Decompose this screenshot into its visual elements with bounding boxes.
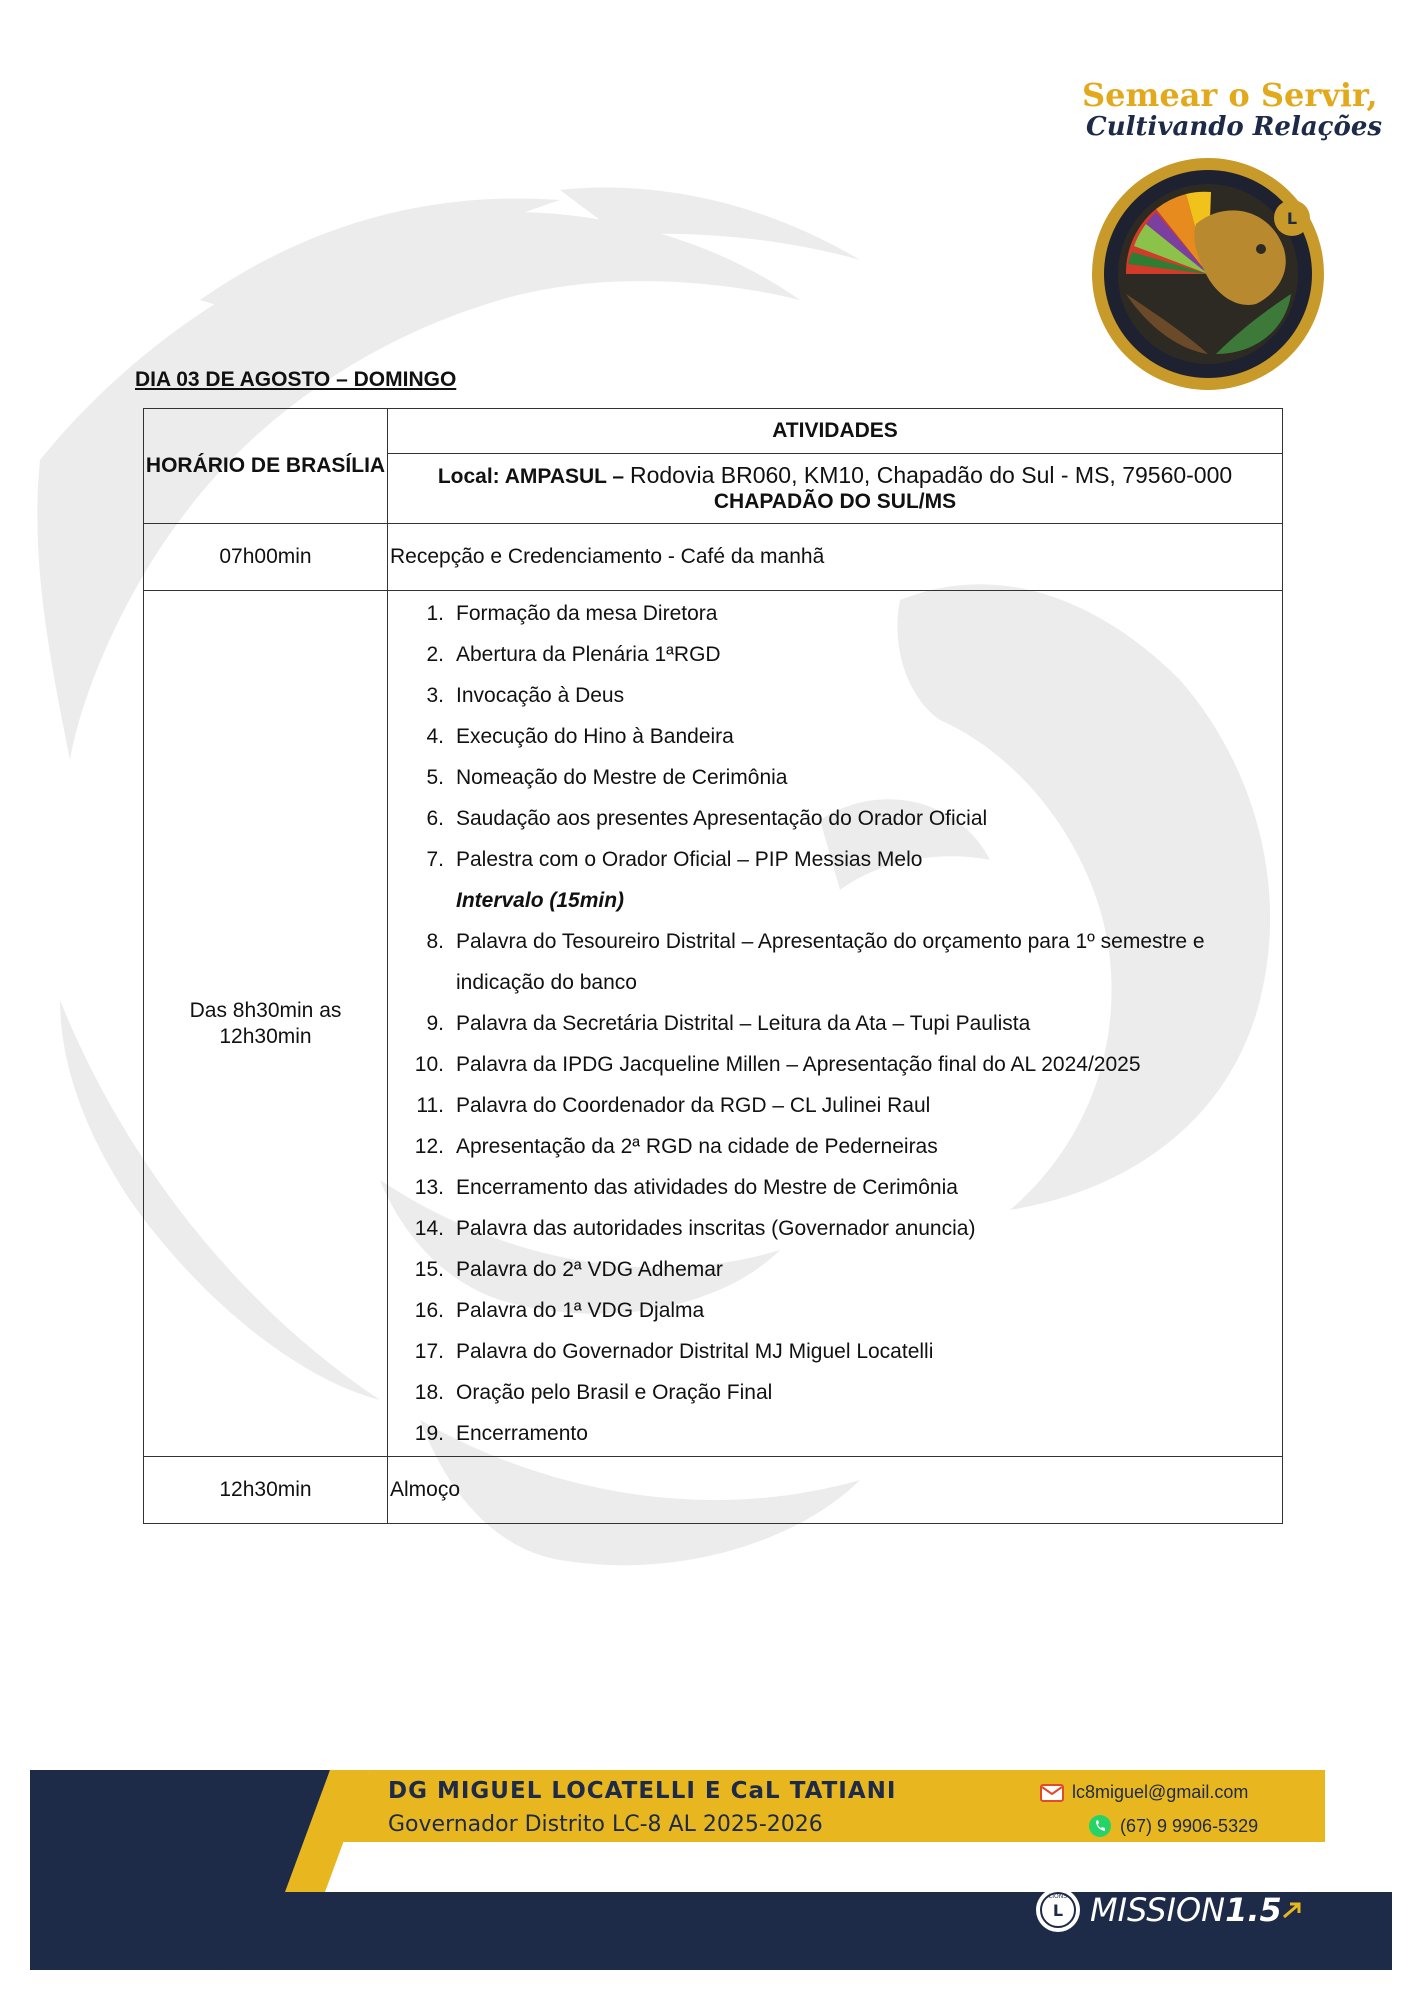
program-item-number: 16. xyxy=(414,1299,444,1322)
logo-title: Semear o Servir, xyxy=(1082,76,1378,114)
footer-banner xyxy=(0,1770,1414,1970)
program-item xyxy=(388,757,1282,798)
program-item-number: 14. xyxy=(414,1217,444,1240)
lion-emblem-icon xyxy=(1086,154,1336,394)
footer-subtitle: Governador Distrito LC-8 AL 2025-2026 xyxy=(388,1812,823,1837)
mission-word: MISSION xyxy=(1090,1891,1226,1929)
program-item xyxy=(388,1290,1282,1331)
program-list xyxy=(388,591,1282,1456)
row-time: 12h30min xyxy=(144,1457,388,1524)
program-item xyxy=(388,634,1282,675)
program-item-number: 8. xyxy=(426,930,444,953)
mission-logo xyxy=(1034,1886,1304,1934)
program-item xyxy=(388,1126,1282,1167)
program-item xyxy=(388,921,1282,1003)
row-time-text: Das 8h30min as 12h30min xyxy=(189,998,342,1048)
program-item xyxy=(388,1167,1282,1208)
program-item-text: Apresentação da 2ª RGD na cidade de Pederneiras xyxy=(456,1135,938,1158)
program-item-text: Intervalo (15min) xyxy=(456,889,625,912)
program-item-number: 13. xyxy=(414,1176,444,1199)
row-activity: Almoço xyxy=(388,1457,1283,1524)
phone-text: (67) 9 9906-5329 xyxy=(1120,1815,1259,1836)
program-item-text: Invocação à Deus xyxy=(456,684,625,707)
program-item xyxy=(388,1085,1282,1126)
footer-name: DG MIGUEL LOCATELLI E CaL TATIANI xyxy=(388,1778,897,1804)
program-item-text: Saudação aos presentes Apresentação do Orador Oficial xyxy=(456,807,988,830)
program-item-text: Formação da mesa Diretora xyxy=(456,602,718,625)
program-interval xyxy=(388,880,1282,921)
location-city: CHAPADÃO DO SUL/MS xyxy=(713,490,957,514)
program-item-number: 2. xyxy=(426,643,444,666)
program-item xyxy=(388,593,1282,634)
program-item-text: Encerramento xyxy=(456,1422,588,1445)
email-icon xyxy=(1040,1783,1064,1803)
program-item-number: 1. xyxy=(426,602,444,625)
program-item-text: Abertura da Plenária 1ªRGD xyxy=(456,643,721,666)
mission-number: 1.5 xyxy=(1225,1891,1282,1929)
program-item xyxy=(388,675,1282,716)
program-item-number: 5. xyxy=(426,766,444,789)
program-item xyxy=(388,1372,1282,1413)
table-row xyxy=(144,591,1283,1457)
program-item xyxy=(388,798,1282,839)
day-title: DIA 03 DE AGOSTO – DOMINGO xyxy=(135,368,457,391)
program-item xyxy=(388,1249,1282,1290)
location-address: Rodovia BR060, KM10, Chapadão do Sul - MS, 79560-000 xyxy=(629,462,1233,489)
program-item-number: 9. xyxy=(426,1012,444,1035)
program-item-number: 3. xyxy=(426,684,444,707)
program-item xyxy=(388,1413,1282,1454)
program-item-text: Palavra do Tesoureiro Distrital – Apresentação do orçamento para 1º semestre e indicação do banco xyxy=(456,930,1205,994)
program-cell xyxy=(388,591,1283,1457)
svg-text:L: L xyxy=(1052,1901,1064,1920)
program-item-number: 18. xyxy=(414,1381,444,1404)
location-cell xyxy=(388,454,1283,524)
program-item-number: 10. xyxy=(414,1053,444,1076)
event-logo xyxy=(1072,72,1383,402)
program-item-number: 15. xyxy=(414,1258,444,1281)
program-item-text: Oração pelo Brasil e Oração Final xyxy=(456,1381,773,1404)
header-time: HORÁRIO DE BRASÍLIA xyxy=(144,409,388,524)
program-item-number: 17. xyxy=(414,1340,444,1363)
location-label: Local: AMPASUL – xyxy=(437,465,625,489)
program-item xyxy=(388,1003,1282,1044)
lions-badge-icon xyxy=(1034,1886,1082,1934)
program-item xyxy=(388,1044,1282,1085)
program-item-number: 19. xyxy=(414,1422,444,1445)
table-row xyxy=(144,1457,1283,1524)
lions-badge-text: LIONS xyxy=(1048,1893,1068,1900)
program-item-number: 4. xyxy=(426,725,444,748)
schedule-table xyxy=(143,408,1283,1524)
program-item-text: Palestra com o Orador Oficial – PIP Messias Melo xyxy=(456,848,923,871)
program-item-text: Palavra do Coordenador da RGD – CL Julinei Raul xyxy=(456,1094,931,1117)
row-activity: Recepção e Credenciamento - Café da manhã xyxy=(388,524,1283,591)
footer-phone[interactable] xyxy=(1088,1814,1258,1838)
arrow-up-right-icon xyxy=(1282,1899,1304,1921)
mission-text xyxy=(1090,1891,1282,1929)
logo-subtitle: Cultivando Relações xyxy=(1086,112,1383,142)
footer-email[interactable] xyxy=(1040,1782,1248,1803)
table-row xyxy=(144,524,1283,591)
program-item-number xyxy=(388,880,456,921)
program-item-text: Palavra da Secretária Distrital – Leitura da Ata – Tupi Paulista xyxy=(456,1012,1031,1035)
program-item-number: 7. xyxy=(426,848,444,871)
row-time: 07h00min xyxy=(144,524,388,591)
program-item-text: Nomeação do Mestre de Cerimônia xyxy=(456,766,788,789)
program-item-text: Execução do Hino à Bandeira xyxy=(456,725,734,748)
program-item-number: 11. xyxy=(416,1094,444,1117)
program-item-text: Palavra do Governador Distrital MJ Miguel Locatelli xyxy=(456,1340,934,1363)
program-item-number: 6. xyxy=(426,807,444,830)
program-item-text: Palavra da IPDG Jacqueline Millen – Apresentação final do AL 2024/2025 xyxy=(456,1053,1141,1076)
program-item-text: Encerramento das atividades do Mestre de Cerimônia xyxy=(456,1176,958,1199)
whatsapp-icon xyxy=(1088,1814,1112,1838)
program-item-text: Palavra do 2ª VDG Adhemar xyxy=(456,1258,723,1281)
email-text: lc8miguel@gmail.com xyxy=(1072,1782,1249,1802)
program-item xyxy=(388,839,1282,880)
program-item xyxy=(388,1331,1282,1372)
program-item xyxy=(388,1208,1282,1249)
program-item-text: Palavra das autoridades inscritas (Governador anuncia) xyxy=(456,1217,976,1240)
program-item-text: Palavra do 1ª VDG Djalma xyxy=(456,1299,705,1322)
svg-text:L: L xyxy=(1286,209,1298,228)
program-item-number: 12. xyxy=(414,1135,444,1158)
header-activities: ATIVIDADES xyxy=(388,409,1283,454)
row-time xyxy=(144,591,388,1457)
program-item xyxy=(388,716,1282,757)
